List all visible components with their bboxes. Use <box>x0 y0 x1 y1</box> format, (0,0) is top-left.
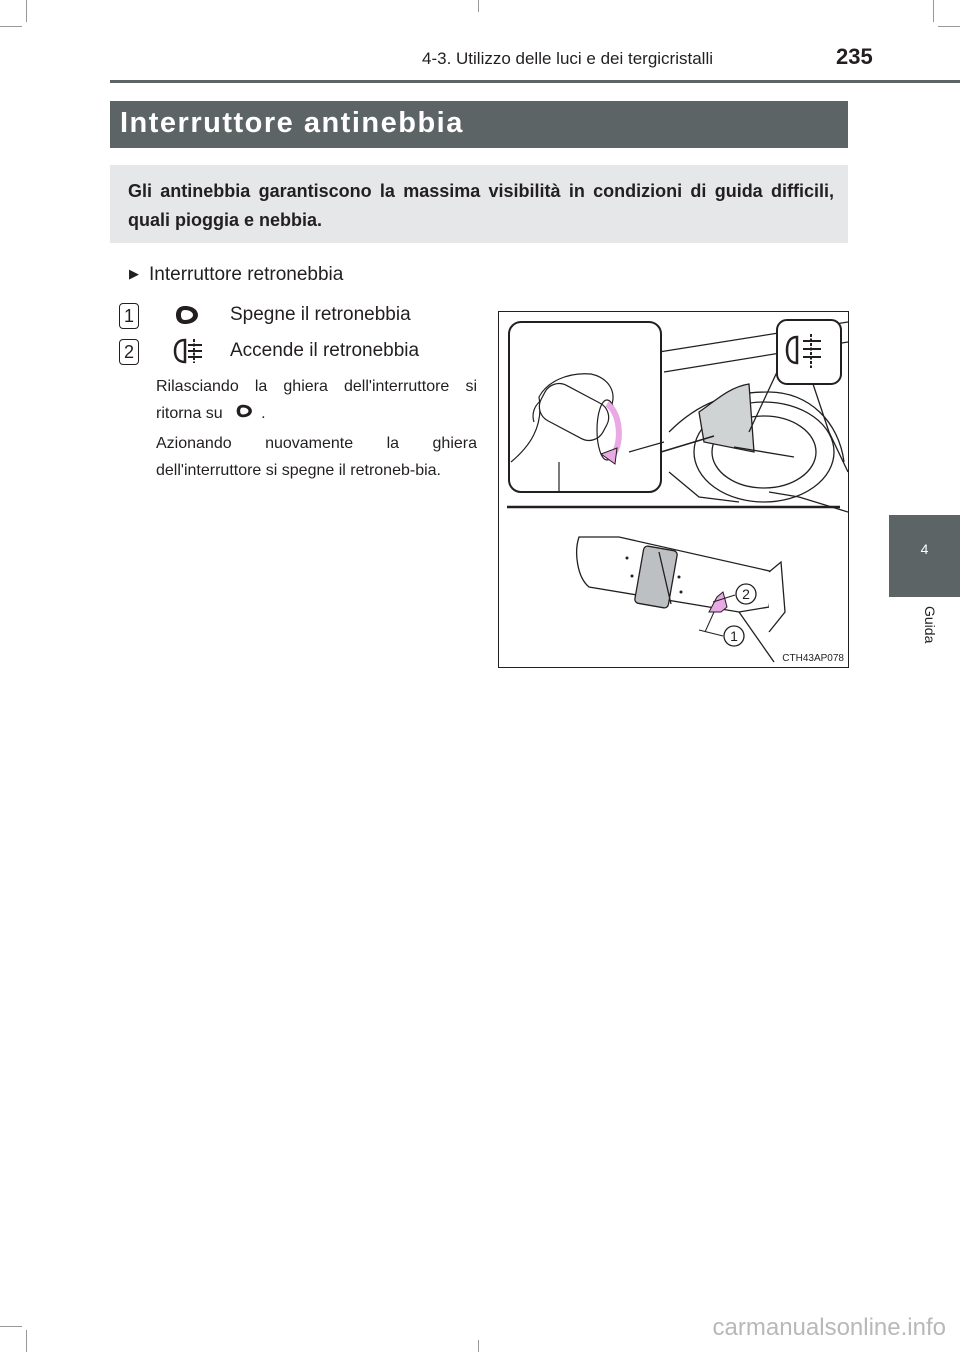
bullet-heading-text: Interruttore retronebbia <box>149 264 344 285</box>
crop-mark <box>0 26 22 27</box>
paragraph-release-end: . <box>261 405 266 422</box>
crop-mark <box>478 1340 479 1352</box>
section-title-bar <box>110 101 848 148</box>
callout-1: 1 <box>730 628 738 644</box>
fog-light-off-icon <box>174 302 202 328</box>
crop-mark <box>26 0 27 22</box>
footer-watermark[interactable]: carmanualsonline.info <box>712 1314 946 1341</box>
callout-2: 2 <box>742 586 750 602</box>
page-number: 235 <box>836 44 873 69</box>
paragraph-release <box>156 373 477 427</box>
figure-illustration <box>498 311 849 668</box>
rear-fog-light-icon <box>172 337 206 365</box>
item-label-2: Accende il retronebbia <box>230 340 420 361</box>
chapter-tab-number: 4 <box>920 541 929 557</box>
triangle-bullet-icon: ▶ <box>129 266 139 281</box>
item-label-1: Spegne il retronebbia <box>230 304 411 325</box>
fog-light-off-icon <box>233 402 257 420</box>
section-title: Interruttore antinebbia <box>120 107 464 139</box>
item-number-2: 2 <box>119 339 139 365</box>
crop-mark <box>478 0 479 12</box>
figure-caption: CTH43AP078 <box>782 653 844 664</box>
steering-column-illustration <box>499 312 848 667</box>
intro-text: Gli antinebbia garantiscono la massima visibilità in condizioni di guida difficili, quali pioggia e nebbia. <box>128 181 834 230</box>
paragraph-release-text: Rilasciando la ghiera dell'interruttore si ritorna su <box>156 378 477 422</box>
crop-mark <box>938 26 960 27</box>
chapter-tab[interactable] <box>889 515 960 597</box>
chapter-tab-label: Guida <box>922 606 938 644</box>
paragraph-again: Azionando nuovamente la ghiera dell'interruttore si spegne il retroneb-bia. <box>156 435 477 479</box>
chapter-title: 4-3. Utilizzo delle luci e dei tergicristalli <box>422 49 714 68</box>
header-divider <box>110 80 960 83</box>
crop-mark <box>0 1326 22 1327</box>
bullet-heading <box>129 264 343 286</box>
item-number-1: 1 <box>119 303 139 329</box>
crop-mark <box>26 1330 27 1352</box>
intro-box <box>110 165 848 243</box>
crop-mark <box>933 0 934 22</box>
